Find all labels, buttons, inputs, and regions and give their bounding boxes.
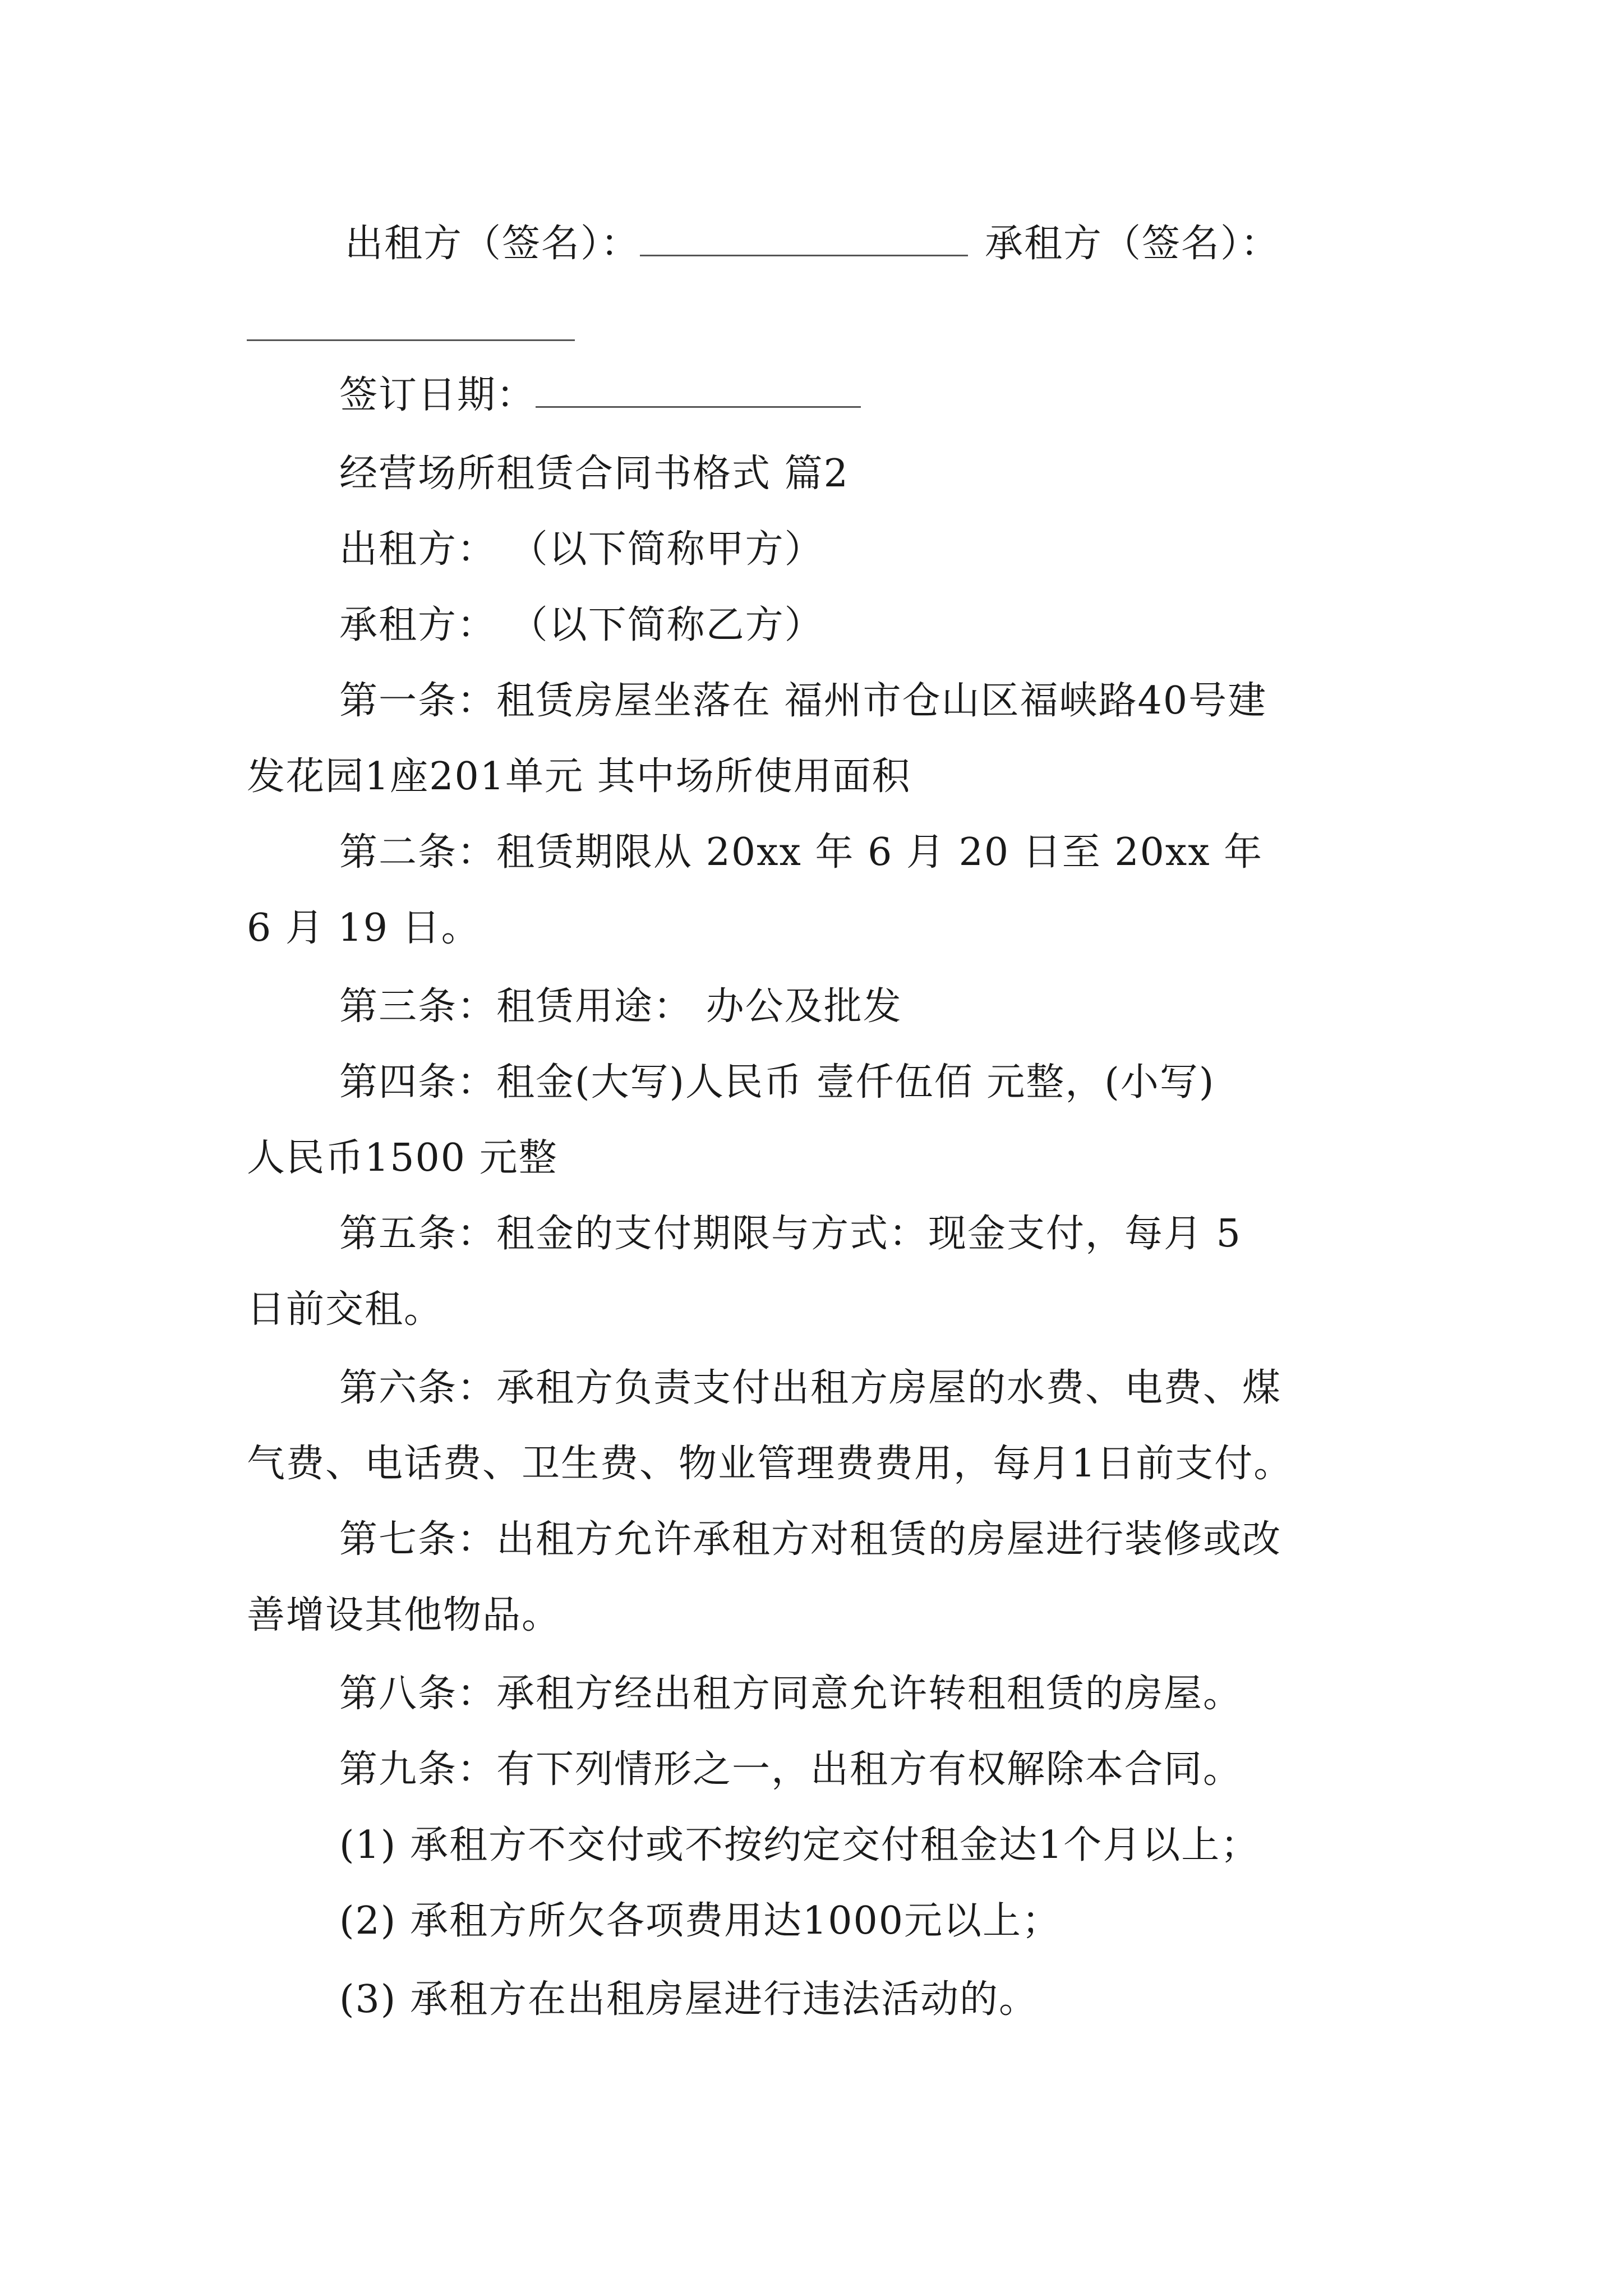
article-7-line-1: 第七条：出租方允许承租方对租赁的房屋进行装修或改 xyxy=(339,1517,1282,1562)
article-5-line-1: 第五条：租金的支付期限与方式：现金支付，每月 5 xyxy=(339,1212,1242,1256)
lessor-party-line: 出租方： （以下简称甲方） xyxy=(339,527,824,572)
article-4-line-1: 第四条：租金(大写)人民币 壹仟伍佰 元整，(小写) xyxy=(339,1060,1215,1105)
article-1-line-1: 第一条：租赁房屋坐落在 福州市仓山区福峡路40号建 xyxy=(339,679,1267,723)
article-9-item-1: (1) 承租方不交付或不按约定交付租金达1个月以上； xyxy=(339,1823,1260,1867)
article-9-item-2: (2) 承租方所欠各项费用达1000元以上； xyxy=(339,1899,1061,1943)
section-title: 经营场所租赁合同书格式 篇2 xyxy=(339,452,849,496)
date-row xyxy=(0,367,1623,424)
article-5-line-2: 日前交租。 xyxy=(247,1287,444,1332)
signing-date-blank[interactable] xyxy=(536,369,861,408)
article-4-line-2: 人民币1500 元整 xyxy=(247,1136,558,1180)
article-9-item-3: (3) 承租方在出租房屋进行违法活动的。 xyxy=(339,1977,1038,2022)
article-2-line-1: 第二条：租赁期限从 20xx 年 6 月 20 日至 20xx 年 xyxy=(339,830,1264,875)
lessee-party-line: 承租方： （以下简称乙方） xyxy=(339,603,824,647)
article-9: 第九条：有下列情形之一，出租方有权解除本合同。 xyxy=(339,1747,1243,1792)
article-1-line-2: 发花园1座201单元 其中场所使用面积 xyxy=(247,754,911,799)
lessee-signature-label: 承租方（签名）： xyxy=(985,222,1280,266)
article-6-line-2: 气费、电话费、卫生费、物业管理费费用，每月1日前支付。 xyxy=(247,1442,1293,1486)
lessee-signature-blank[interactable] xyxy=(247,339,575,341)
article-7-line-2: 善增设其他物品。 xyxy=(247,1593,561,1637)
lessor-signature-label: 出租方（签名）： xyxy=(345,222,640,266)
signing-date-label: 签订日期： xyxy=(339,373,536,417)
lessor-signature-blank[interactable] xyxy=(640,218,968,256)
article-8: 第八条：承租方经出租方同意允许转租租赁的房屋。 xyxy=(339,1672,1243,1716)
article-2-line-2: 6 月 19 日。 xyxy=(247,906,481,950)
signature-row xyxy=(0,216,1623,272)
article-6-line-1: 第六条：承租方负责支付出租方房屋的水费、电费、煤 xyxy=(339,1366,1282,1410)
article-3: 第三条：租赁用途： 办公及批发 xyxy=(339,984,902,1029)
